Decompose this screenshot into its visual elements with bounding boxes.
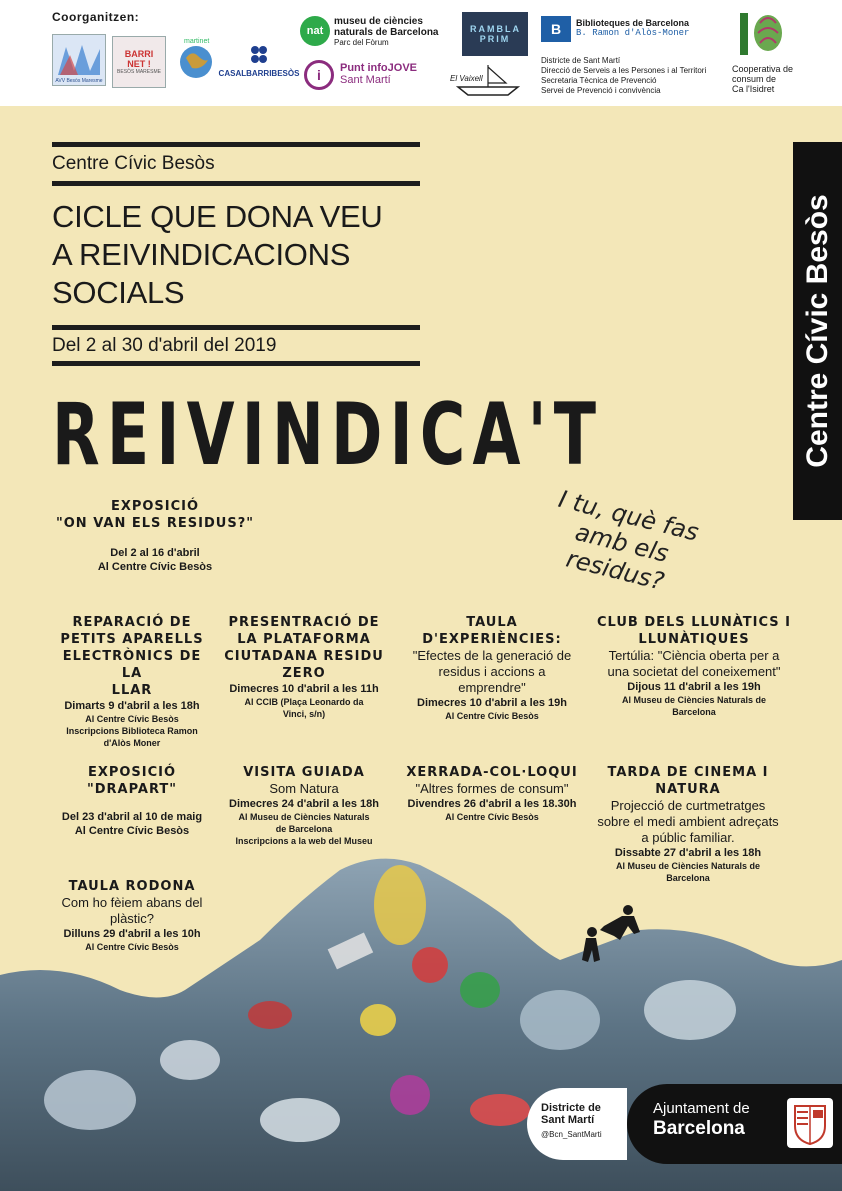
event-title-line: CLUB DELS LLUNÀTICS I [597, 615, 791, 630]
event-when: Dissabte 27 d'abril a les 18h [614, 847, 762, 859]
event-place-line: Al Centre Cívic Besòs [445, 812, 539, 822]
tagline: I tu, què fas amb els residus? [555, 484, 702, 596]
event-place-line: Al Museu de Ciències Naturals [238, 812, 370, 822]
event-title-line: TAULA RODONA [68, 879, 196, 894]
event-place-line: Barcelona [672, 707, 716, 717]
districte-label-1: Districte de [541, 1102, 601, 1114]
event-title-line: "ON VAN ELS RESIDUS?" [55, 516, 255, 531]
event-place-line: Al Centre Cívic Besòs [97, 561, 213, 573]
event-title-line: EXPOSICIÓ [87, 765, 177, 780]
event-title-line: TAULA D'EXPERIÈNCIES: [422, 615, 562, 647]
museu-line3: Parc del Fòrum [334, 38, 389, 47]
besos-maresme-label: BESÒS MARESME [117, 69, 161, 75]
event-place-line: Inscripcions Biblioteca Ramon [66, 726, 198, 736]
date-range: Del 2 al 30 d'abril del 2019 [52, 335, 277, 356]
biblio-line1: Biblioteques de Barcelona [576, 18, 690, 28]
coop-line-0: Cooperativa de [732, 64, 794, 74]
nat-label: nat [306, 25, 324, 37]
event-when: Dilluns 29 d'abril a les 10h [63, 928, 201, 940]
event-place-line: Al Centre Cívic Besòs [445, 711, 539, 721]
event-place-line: Inscripcions a la web del Museu [235, 836, 373, 846]
barcelona-coat-of-arms-icon [787, 1098, 833, 1148]
event-desc-line: Tertúlia: "Ciència oberta per a [608, 648, 780, 663]
event-place-line: Del 23 d'abril al 10 de maig [61, 811, 203, 823]
coop-line-2: Ca l'Isidret [732, 84, 775, 94]
rambla-label: RAMBLA PRIM [470, 24, 521, 44]
event-title-line: VISITA GUIADA [243, 765, 365, 780]
event-desc-line: emprendre" [458, 680, 526, 695]
event-title-line: REPARACIÓ DE [72, 615, 192, 630]
districte-line-1: Direcció de Serveis a les Persones i al Territori [541, 66, 707, 75]
event-desc-line: Som Natura [269, 781, 339, 796]
districte-label-2: Sant Martí [541, 1114, 595, 1126]
event-desc-line: una societat del coneixement" [607, 664, 781, 679]
event-title-line: PETITS APARELLS [60, 632, 204, 647]
event-title-line: ZERO [282, 666, 326, 681]
casal-label: CASALBARRIBESÒS [218, 68, 300, 78]
event-place-line: Al Centre Cívic Besòs [85, 942, 179, 952]
event-desc-line: a públic familiar. [641, 830, 735, 845]
punt-line1: Punt infoJOVE [340, 62, 417, 74]
event-title-line: LLUNÀTIQUES [638, 632, 750, 647]
event-when: Dijous 11 d'abril a les 19h [627, 681, 761, 693]
event-desc-line: "Altres formes de consum" [415, 781, 569, 796]
event-place-line: Vinci, s/n) [282, 709, 326, 719]
event-title-line: EXPOSICIÓ [110, 499, 200, 514]
event-title-line: LA PLATAFORMA [237, 632, 371, 647]
districte-badge [527, 1088, 627, 1160]
biblio-icon: B [541, 16, 571, 42]
event-title-line: LLAR [111, 683, 153, 698]
districte-line-2: Secretaria Tècnica de Prevenció [541, 76, 657, 85]
punt-line2: Sant Martí [340, 74, 391, 86]
vaixell-label: El Vaixell [450, 74, 483, 83]
event-place-line: Del 2 al 16 d'abril [110, 547, 200, 559]
barri-net-label: BARRI NET ! [124, 49, 154, 69]
event-place-line: Barcelona [666, 873, 710, 883]
event-place-line: Al Museu de Ciències Naturals de [621, 695, 767, 705]
event-desc-line: residus i accions a [438, 664, 546, 679]
event-title-line: CIUTADANA RESIDU [224, 649, 384, 664]
cycle-title-line-0: CICLE QUE DONA VEU [52, 199, 383, 234]
event-when: Dimecres 10 d'abril a les 11h [229, 683, 379, 695]
event-when: Dimecres 10 d'abril a les 19h [417, 697, 567, 709]
main-title: REIVINDICA'T [52, 385, 604, 485]
cycle-title-line-2: SOCIALS [52, 275, 185, 310]
event-desc-line: Com ho fèiem abans del [61, 895, 203, 910]
venue-label: Centre Cívic Besòs [52, 153, 215, 174]
event-title-line: XERRADA-COL·LOQUI [406, 765, 578, 780]
event-title-line: PRESENTRACIÓ DE [228, 615, 380, 630]
event-title-line: TARDA DE CINEMA I NATURA [607, 765, 769, 797]
museu-line1: museu de ciències [334, 16, 423, 27]
museu-line2: naturals de Barcelona [334, 27, 439, 38]
event-desc-line: sobre el medi ambient adreçats [597, 814, 779, 829]
districte-line-3: Servei de Prevenció i convivència [541, 86, 661, 95]
event-place-line: de Barcelona [275, 824, 333, 834]
coop-line-1: consum de [732, 74, 777, 84]
event-place-line: Al CCIB (Plaça Leonardo da [244, 697, 364, 707]
event-desc-line: "Efectes de la generació de [412, 648, 572, 663]
event-when: Dimecres 24 d'abril a les 18h [229, 798, 379, 810]
event-place-line: d'Alòs Moner [103, 738, 161, 748]
martinet-label: martinet [184, 38, 210, 45]
event-desc-line: Projecció de curtmetratges [610, 798, 766, 813]
ajuntament-label-2: Barcelona [653, 1118, 745, 1139]
ajuntament-badge [627, 1084, 842, 1164]
event-place-line: Al Centre Cívic Besòs [74, 825, 190, 837]
side-label: Centre Cívic Besòs [800, 194, 834, 468]
shield-icon [787, 1098, 833, 1148]
punt-info-icon: i [304, 60, 334, 90]
biblio-line2: B. Ramon d'Alòs-Moner [576, 28, 690, 38]
event-place-line: Al Museu de Ciències Naturals de [615, 861, 761, 871]
twitter-handle: @Bcn_SantMarti [541, 1130, 602, 1139]
event-place-line: Al Centre Cívic Besòs [85, 714, 179, 724]
coorganitzen-label: Coorganitzen: [52, 10, 140, 24]
event-title-line: "DRAPART" [86, 782, 178, 797]
event-desc-line: plàstic? [109, 911, 155, 926]
event-when: Divendres 26 d'abril a les 18.30h [407, 798, 577, 810]
event-when: Dimarts 9 d'abril a les 18h [64, 700, 200, 712]
districte-line-0: Districte de Sant Martí [541, 56, 621, 65]
avv-label: AVV Besòs Maresme [55, 78, 103, 84]
event-title-line: ELECTRÒNICS DE LA [62, 649, 202, 681]
cycle-title-line-1: A REIVINDICACIONS [52, 237, 351, 272]
ajuntament-label-1: Ajuntament de [653, 1100, 750, 1117]
